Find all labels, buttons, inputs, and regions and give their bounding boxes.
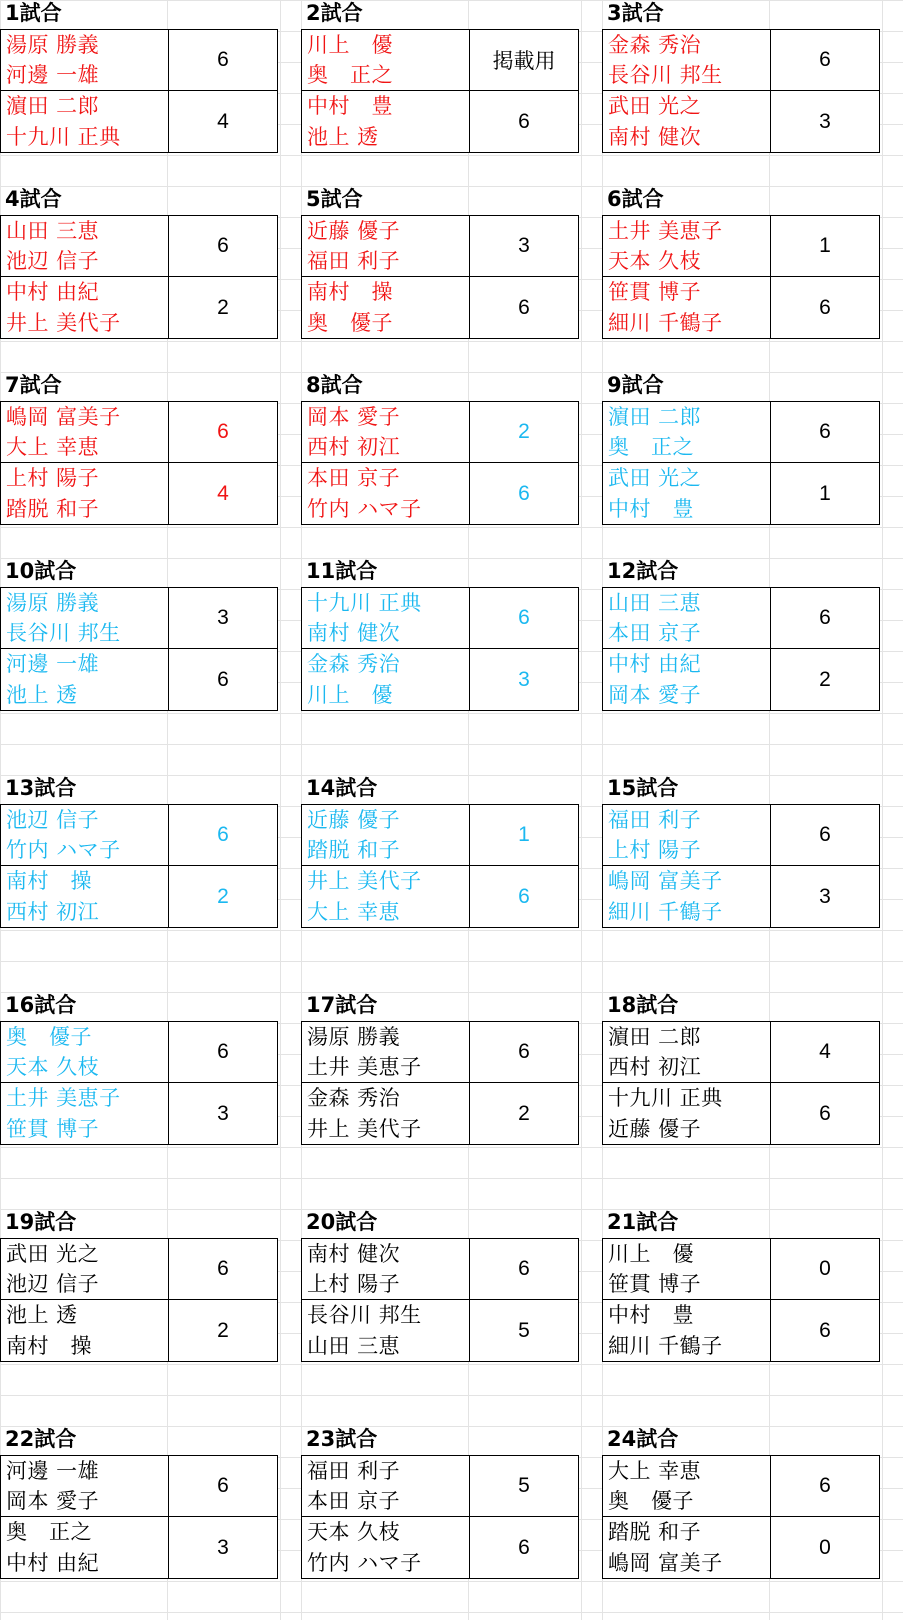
match-table (301, 29, 579, 153)
team-score: 6 (518, 295, 530, 319)
team-pair (1, 216, 169, 277)
player-name: 中村 豊 (307, 94, 393, 119)
team-score: 6 (819, 1101, 831, 1125)
player-name: 細川 千鶴子 (608, 310, 723, 335)
team-score: 3 (819, 109, 831, 133)
player-name: 山田 三恵 (608, 591, 702, 615)
team-score: 3 (217, 1535, 229, 1559)
team-score: 6 (518, 884, 530, 908)
match-table (0, 1455, 278, 1579)
match-title: 3試合 (607, 1, 664, 25)
player-name: 金森 秀治 (307, 1086, 401, 1111)
player-name: 中村 豊 (608, 496, 694, 521)
team-pair (603, 1083, 771, 1144)
team-score: 4 (217, 109, 229, 133)
match-table (0, 215, 278, 339)
player-name: 福田 利子 (608, 808, 702, 832)
match-title: 18試合 (607, 993, 679, 1017)
team-score: 3 (470, 216, 578, 277)
team-pair (302, 866, 470, 927)
team-score: 2 (470, 402, 578, 463)
player-name: 中村 豊 (608, 1303, 694, 1328)
player-name: 十九川 正典 (307, 591, 422, 615)
match-title: 22試合 (5, 1427, 77, 1451)
team-pair (1, 1083, 169, 1144)
player-name: 竹内 ハマ子 (6, 838, 121, 862)
team-pair (603, 1022, 771, 1083)
team-pair (1, 1300, 169, 1361)
match-table (602, 804, 880, 928)
player-name: 南村 健次 (307, 1242, 401, 1266)
team-score: 6 (819, 1318, 831, 1342)
team-score: 6 (169, 216, 277, 277)
team-pair (302, 30, 470, 91)
player-name: 近藤 優子 (307, 219, 401, 243)
player-name: 西村 初江 (608, 1055, 702, 1079)
grid-column-line (280, 0, 281, 1620)
team-pair (302, 463, 470, 524)
player-name: 笹貫 博子 (6, 1116, 100, 1141)
match-title: 4試合 (5, 187, 62, 211)
team-pair (1, 1239, 169, 1300)
team-pair (603, 649, 771, 710)
match-table (301, 215, 579, 339)
team-score: 6 (518, 1535, 530, 1559)
player-name: 池上 透 (307, 124, 379, 149)
match-table (301, 1021, 579, 1145)
match-table (301, 587, 579, 711)
match-title: 14試合 (306, 776, 378, 800)
team-pair (302, 588, 470, 649)
team-score: 6 (771, 402, 879, 463)
player-name: 武田 光之 (6, 1242, 100, 1266)
match-title: 2試合 (306, 1, 363, 25)
player-name: 天本 久枝 (6, 1055, 100, 1079)
match-table (602, 1455, 880, 1579)
player-name: 奥 優子 (307, 310, 393, 335)
match-title: 8試合 (306, 373, 363, 397)
team-score: 6 (169, 30, 277, 91)
player-name: 踏脱 和子 (6, 496, 100, 521)
team-pair (603, 91, 771, 152)
team-pair (1, 402, 169, 463)
player-name: 嶋岡 富美子 (608, 869, 723, 894)
grid-column-line (882, 0, 883, 1620)
player-name: 池辺 信子 (6, 808, 100, 832)
player-name: 笹貫 博子 (608, 1272, 702, 1296)
team-score: 6 (771, 588, 879, 649)
team-score: 6 (819, 295, 831, 319)
team-score: 2 (217, 884, 229, 908)
player-name: 福田 利子 (307, 249, 401, 273)
player-name: 十九川 正典 (6, 124, 121, 149)
team-pair (1, 588, 169, 649)
team-pair (302, 216, 470, 277)
team-pair (1, 30, 169, 91)
player-name: 井上 美代子 (307, 1116, 422, 1141)
player-name: 濵田 二郎 (608, 1025, 702, 1049)
player-name: 踏脱 和子 (307, 838, 401, 862)
team-score: 2 (518, 1101, 530, 1125)
player-name: 河邊 一雄 (6, 1459, 100, 1483)
player-name: 金森 秀治 (307, 652, 401, 677)
match-table (0, 587, 278, 711)
team-score: 掲載用 (470, 30, 578, 91)
player-name: 細川 千鶴子 (608, 1333, 723, 1358)
player-name: 岡本 愛子 (6, 1489, 100, 1513)
team-pair (302, 1517, 470, 1578)
team-pair (302, 277, 470, 338)
team-score: 5 (518, 1318, 530, 1342)
player-name: 奥 優子 (608, 1489, 694, 1513)
player-name: 井上 美代子 (6, 310, 121, 335)
match-table (0, 1238, 278, 1362)
team-pair (603, 216, 771, 277)
team-score: 3 (518, 667, 530, 691)
match-title: 12試合 (607, 559, 679, 583)
team-score: 6 (771, 30, 879, 91)
player-name: 大上 幸恵 (307, 899, 401, 924)
match-title: 23試合 (306, 1427, 378, 1451)
player-name: 河邊 一雄 (6, 63, 100, 87)
player-name: 踏脱 和子 (608, 1520, 702, 1545)
player-name: 天本 久枝 (608, 249, 702, 273)
player-name: 上村 陽子 (307, 1272, 401, 1296)
team-score: 0 (771, 1239, 879, 1300)
match-title: 7試合 (5, 373, 62, 397)
match-table (301, 804, 579, 928)
team-pair (302, 1022, 470, 1083)
player-name: 天本 久枝 (307, 1520, 401, 1545)
player-name: 金森 秀治 (608, 33, 702, 57)
player-name: 岡本 愛子 (307, 405, 401, 429)
player-name: 竹内 ハマ子 (307, 1550, 422, 1575)
team-pair (603, 402, 771, 463)
team-pair (302, 402, 470, 463)
player-name: 池上 透 (6, 682, 78, 707)
team-score: 4 (771, 1022, 879, 1083)
team-score: 6 (217, 667, 229, 691)
team-score: 2 (217, 295, 229, 319)
match-title: 20試合 (306, 1210, 378, 1234)
team-pair (1, 91, 169, 152)
team-score: 6 (771, 805, 879, 866)
player-name: 十九川 正典 (608, 1086, 723, 1111)
team-score: 1 (819, 481, 831, 505)
player-name: 南村 操 (6, 869, 92, 894)
team-score: 6 (169, 402, 277, 463)
team-score: 6 (470, 1022, 578, 1083)
player-name: 池辺 信子 (6, 249, 100, 273)
team-pair (302, 1083, 470, 1144)
team-pair (603, 866, 771, 927)
team-pair (1, 1022, 169, 1083)
team-score: 1 (470, 805, 578, 866)
match-title: 15試合 (607, 776, 679, 800)
team-pair (603, 463, 771, 524)
player-name: 武田 光之 (608, 466, 702, 491)
player-name: 土井 美恵子 (6, 1086, 121, 1111)
player-name: 池上 透 (6, 1303, 78, 1328)
team-score: 6 (169, 1022, 277, 1083)
team-score: 2 (217, 1318, 229, 1342)
team-pair (302, 649, 470, 710)
player-name: 濵田 二郎 (6, 94, 100, 119)
player-name: 大上 幸恵 (608, 1459, 702, 1483)
player-name: 竹内 ハマ子 (307, 496, 422, 521)
team-score: 6 (470, 1239, 578, 1300)
match-table (0, 401, 278, 525)
match-table (0, 1021, 278, 1145)
team-pair (302, 1239, 470, 1300)
match-title: 10試合 (5, 559, 77, 583)
team-score: 6 (169, 1239, 277, 1300)
team-score: 6 (470, 588, 578, 649)
player-name: 河邊 一雄 (6, 652, 100, 677)
match-table (602, 29, 880, 153)
team-pair (603, 1300, 771, 1361)
team-score: 6 (169, 1456, 277, 1517)
match-table (602, 401, 880, 525)
match-title: 11試合 (306, 559, 378, 583)
team-pair (603, 1517, 771, 1578)
player-name: 西村 初江 (307, 435, 401, 459)
grid-column-line (581, 0, 582, 1620)
match-title: 17試合 (306, 993, 378, 1017)
team-score: 3 (169, 588, 277, 649)
team-pair (1, 866, 169, 927)
player-name: 南村 操 (307, 280, 393, 305)
player-name: 土井 美恵子 (307, 1055, 422, 1079)
player-name: 嶋岡 富美子 (6, 405, 121, 429)
team-score: 3 (819, 884, 831, 908)
team-pair (603, 1239, 771, 1300)
player-name: 山田 三恵 (307, 1333, 401, 1358)
player-name: 奥 優子 (6, 1025, 92, 1049)
player-name: 長谷川 邦生 (6, 621, 121, 645)
player-name: 土井 美恵子 (608, 219, 723, 243)
team-pair (1, 463, 169, 524)
team-pair (603, 30, 771, 91)
team-pair (1, 1456, 169, 1517)
team-pair (603, 588, 771, 649)
match-table (301, 401, 579, 525)
player-name: 湯原 勝義 (6, 591, 100, 615)
player-name: 近藤 優子 (307, 808, 401, 832)
team-pair (302, 1300, 470, 1361)
player-name: 川上 優 (608, 1242, 694, 1266)
player-name: 長谷川 邦生 (307, 1303, 422, 1328)
team-pair (603, 1456, 771, 1517)
team-pair (302, 805, 470, 866)
player-name: 細川 千鶴子 (608, 899, 723, 924)
match-table (602, 587, 880, 711)
player-name: 大上 幸恵 (6, 435, 100, 459)
match-title: 1試合 (5, 1, 62, 25)
match-table (0, 29, 278, 153)
player-name: 西村 初江 (6, 899, 100, 924)
player-name: 上村 陽子 (608, 838, 702, 862)
match-title: 16試合 (5, 993, 77, 1017)
match-title: 9試合 (607, 373, 664, 397)
match-title: 21試合 (607, 1210, 679, 1234)
player-name: 中村 由紀 (6, 1550, 100, 1575)
team-pair (1, 649, 169, 710)
team-pair (1, 805, 169, 866)
player-name: 中村 由紀 (608, 652, 702, 677)
match-table (0, 804, 278, 928)
match-table (301, 1455, 579, 1579)
player-name: 本田 京子 (307, 1489, 401, 1513)
match-title: 19試合 (5, 1210, 77, 1234)
player-name: 上村 陽子 (6, 466, 100, 491)
player-name: 嶋岡 富美子 (608, 1550, 723, 1575)
team-score: 5 (470, 1456, 578, 1517)
player-name: 武田 光之 (608, 94, 702, 119)
player-name: 岡本 愛子 (608, 682, 702, 707)
player-name: 南村 操 (6, 1333, 92, 1358)
player-name: 本田 京子 (307, 466, 401, 491)
team-score: 0 (819, 1535, 831, 1559)
player-name: 福田 利子 (307, 1459, 401, 1483)
player-name: 近藤 優子 (608, 1116, 702, 1141)
player-name: 川上 優 (307, 33, 393, 57)
player-name: 湯原 勝義 (6, 33, 100, 57)
team-score: 6 (518, 109, 530, 133)
team-score: 6 (169, 805, 277, 866)
match-title: 5試合 (306, 187, 363, 211)
team-score: 2 (819, 667, 831, 691)
team-pair (1, 1517, 169, 1578)
team-score: 6 (518, 481, 530, 505)
player-name: 川上 優 (307, 682, 393, 707)
player-name: 笹貫 博子 (608, 280, 702, 305)
match-table (301, 1238, 579, 1362)
match-title: 24試合 (607, 1427, 679, 1451)
team-pair (603, 277, 771, 338)
player-name: 井上 美代子 (307, 869, 422, 894)
player-name: 山田 三恵 (6, 219, 100, 243)
player-name: 池辺 信子 (6, 1272, 100, 1296)
player-name: 南村 健次 (307, 621, 401, 645)
team-pair (603, 805, 771, 866)
player-name: 奥 正之 (608, 435, 694, 459)
match-table (602, 1021, 880, 1145)
player-name: 湯原 勝義 (307, 1025, 401, 1049)
player-name: 中村 由紀 (6, 280, 100, 305)
team-pair (302, 91, 470, 152)
team-pair (302, 1456, 470, 1517)
team-score: 4 (217, 481, 229, 505)
match-title: 6試合 (607, 187, 664, 211)
player-name: 奥 正之 (307, 63, 393, 87)
player-name: 南村 健次 (608, 124, 702, 149)
player-name: 本田 京子 (608, 621, 702, 645)
player-name: 長谷川 邦生 (608, 63, 723, 87)
match-title: 13試合 (5, 776, 77, 800)
player-name: 奥 正之 (6, 1520, 92, 1545)
team-score: 3 (217, 1101, 229, 1125)
player-name: 濵田 二郎 (608, 405, 702, 429)
match-table (602, 1238, 880, 1362)
team-score: 1 (771, 216, 879, 277)
team-score: 6 (771, 1456, 879, 1517)
match-table (602, 215, 880, 339)
team-pair (1, 277, 169, 338)
